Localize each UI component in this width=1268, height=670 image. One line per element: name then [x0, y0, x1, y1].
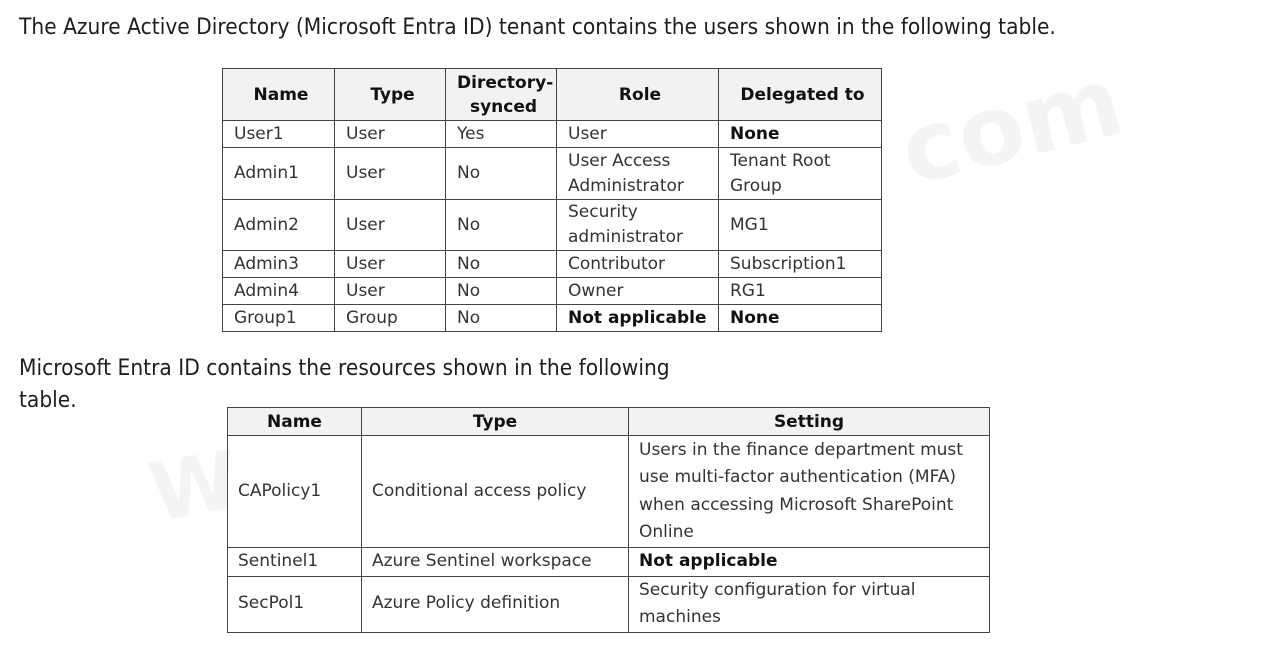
watermark-text: W: [142, 433, 246, 540]
resource-type-cell: Azure Sentinel workspace: [362, 548, 629, 577]
user-name-cell: Group1: [223, 305, 335, 332]
user-synced-cell: Yes: [446, 121, 557, 148]
user-delegated-cell: None: [719, 305, 882, 332]
user-role-cell: Owner: [557, 278, 719, 305]
user-delegated-cell: Tenant Root Group: [719, 148, 882, 200]
users-col-delegated-to-header: Delegated to: [719, 69, 882, 121]
user-name-cell: User1: [223, 121, 335, 148]
user-type-cell: User: [335, 148, 446, 200]
resources-col-setting-header: Setting: [629, 408, 990, 436]
user-type-cell: User: [335, 278, 446, 305]
user-name-cell: Admin1: [223, 148, 335, 200]
table-row: [223, 251, 882, 278]
table-row: [223, 121, 882, 148]
users-col-directory-synced-header: Directory-synced: [446, 69, 557, 121]
resource-setting-cell: Not applicable: [629, 548, 990, 577]
watermark-text: com: [889, 44, 1134, 208]
user-name-cell: Admin3: [223, 251, 335, 278]
user-name-cell: Admin4: [223, 278, 335, 305]
user-synced-cell: No: [446, 278, 557, 305]
table-row: [223, 148, 882, 200]
resource-name-cell: Sentinel1: [228, 548, 362, 577]
user-type-cell: User: [335, 251, 446, 278]
user-name-cell: Admin2: [223, 200, 335, 251]
resources-table-header-row: [228, 408, 990, 436]
table-row: [223, 278, 882, 305]
user-role-cell: Contributor: [557, 251, 719, 278]
user-synced-cell: No: [446, 148, 557, 200]
resource-name-cell: CAPolicy1: [228, 436, 362, 548]
user-role-cell: Not applicable: [557, 305, 719, 332]
resources-col-name-header: Name: [228, 408, 362, 436]
user-synced-cell: No: [446, 251, 557, 278]
user-delegated-cell: MG1: [719, 200, 882, 251]
users-table-header-row: [223, 69, 882, 121]
resource-setting-cell: Security configuration for virtual machines: [629, 576, 990, 632]
user-delegated-cell: Subscription1: [719, 251, 882, 278]
user-synced-cell: No: [446, 305, 557, 332]
user-type-cell: User: [335, 200, 446, 251]
user-type-cell: User: [335, 121, 446, 148]
table-row: [228, 436, 990, 548]
user-role-cell: Security administrator: [557, 200, 719, 251]
user-synced-cell: No: [446, 200, 557, 251]
user-delegated-cell: RG1: [719, 278, 882, 305]
users-table: [222, 68, 882, 332]
table-row: [223, 305, 882, 332]
resources-intro-text: Microsoft Entra ID contains the resources shown in the following table.: [19, 356, 670, 413]
resource-setting-cell: Users in the finance department must use multi-factor authentication (MFA) when accessing Microsoft SharePoint Online: [629, 436, 990, 548]
user-role-cell: User: [557, 121, 719, 148]
table-row: [223, 200, 882, 251]
table-row: [228, 576, 990, 632]
resource-type-cell: Azure Policy definition: [362, 576, 629, 632]
users-col-role-header: Role: [557, 69, 719, 121]
resource-name-cell: SecPol1: [228, 576, 362, 632]
users-intro-text: The Azure Active Directory (Microsoft Entra ID) tenant contains the users shown in the following table.: [19, 15, 1056, 40]
user-delegated-cell: None: [719, 121, 882, 148]
resources-table: [227, 407, 990, 633]
table-row: [228, 548, 990, 577]
user-type-cell: Group: [335, 305, 446, 332]
resources-col-type-header: Type: [362, 408, 629, 436]
users-col-type-header: Type: [335, 69, 446, 121]
resource-type-cell: Conditional access policy: [362, 436, 629, 548]
users-col-name-header: Name: [223, 69, 335, 121]
user-role-cell: User Access Administrator: [557, 148, 719, 200]
